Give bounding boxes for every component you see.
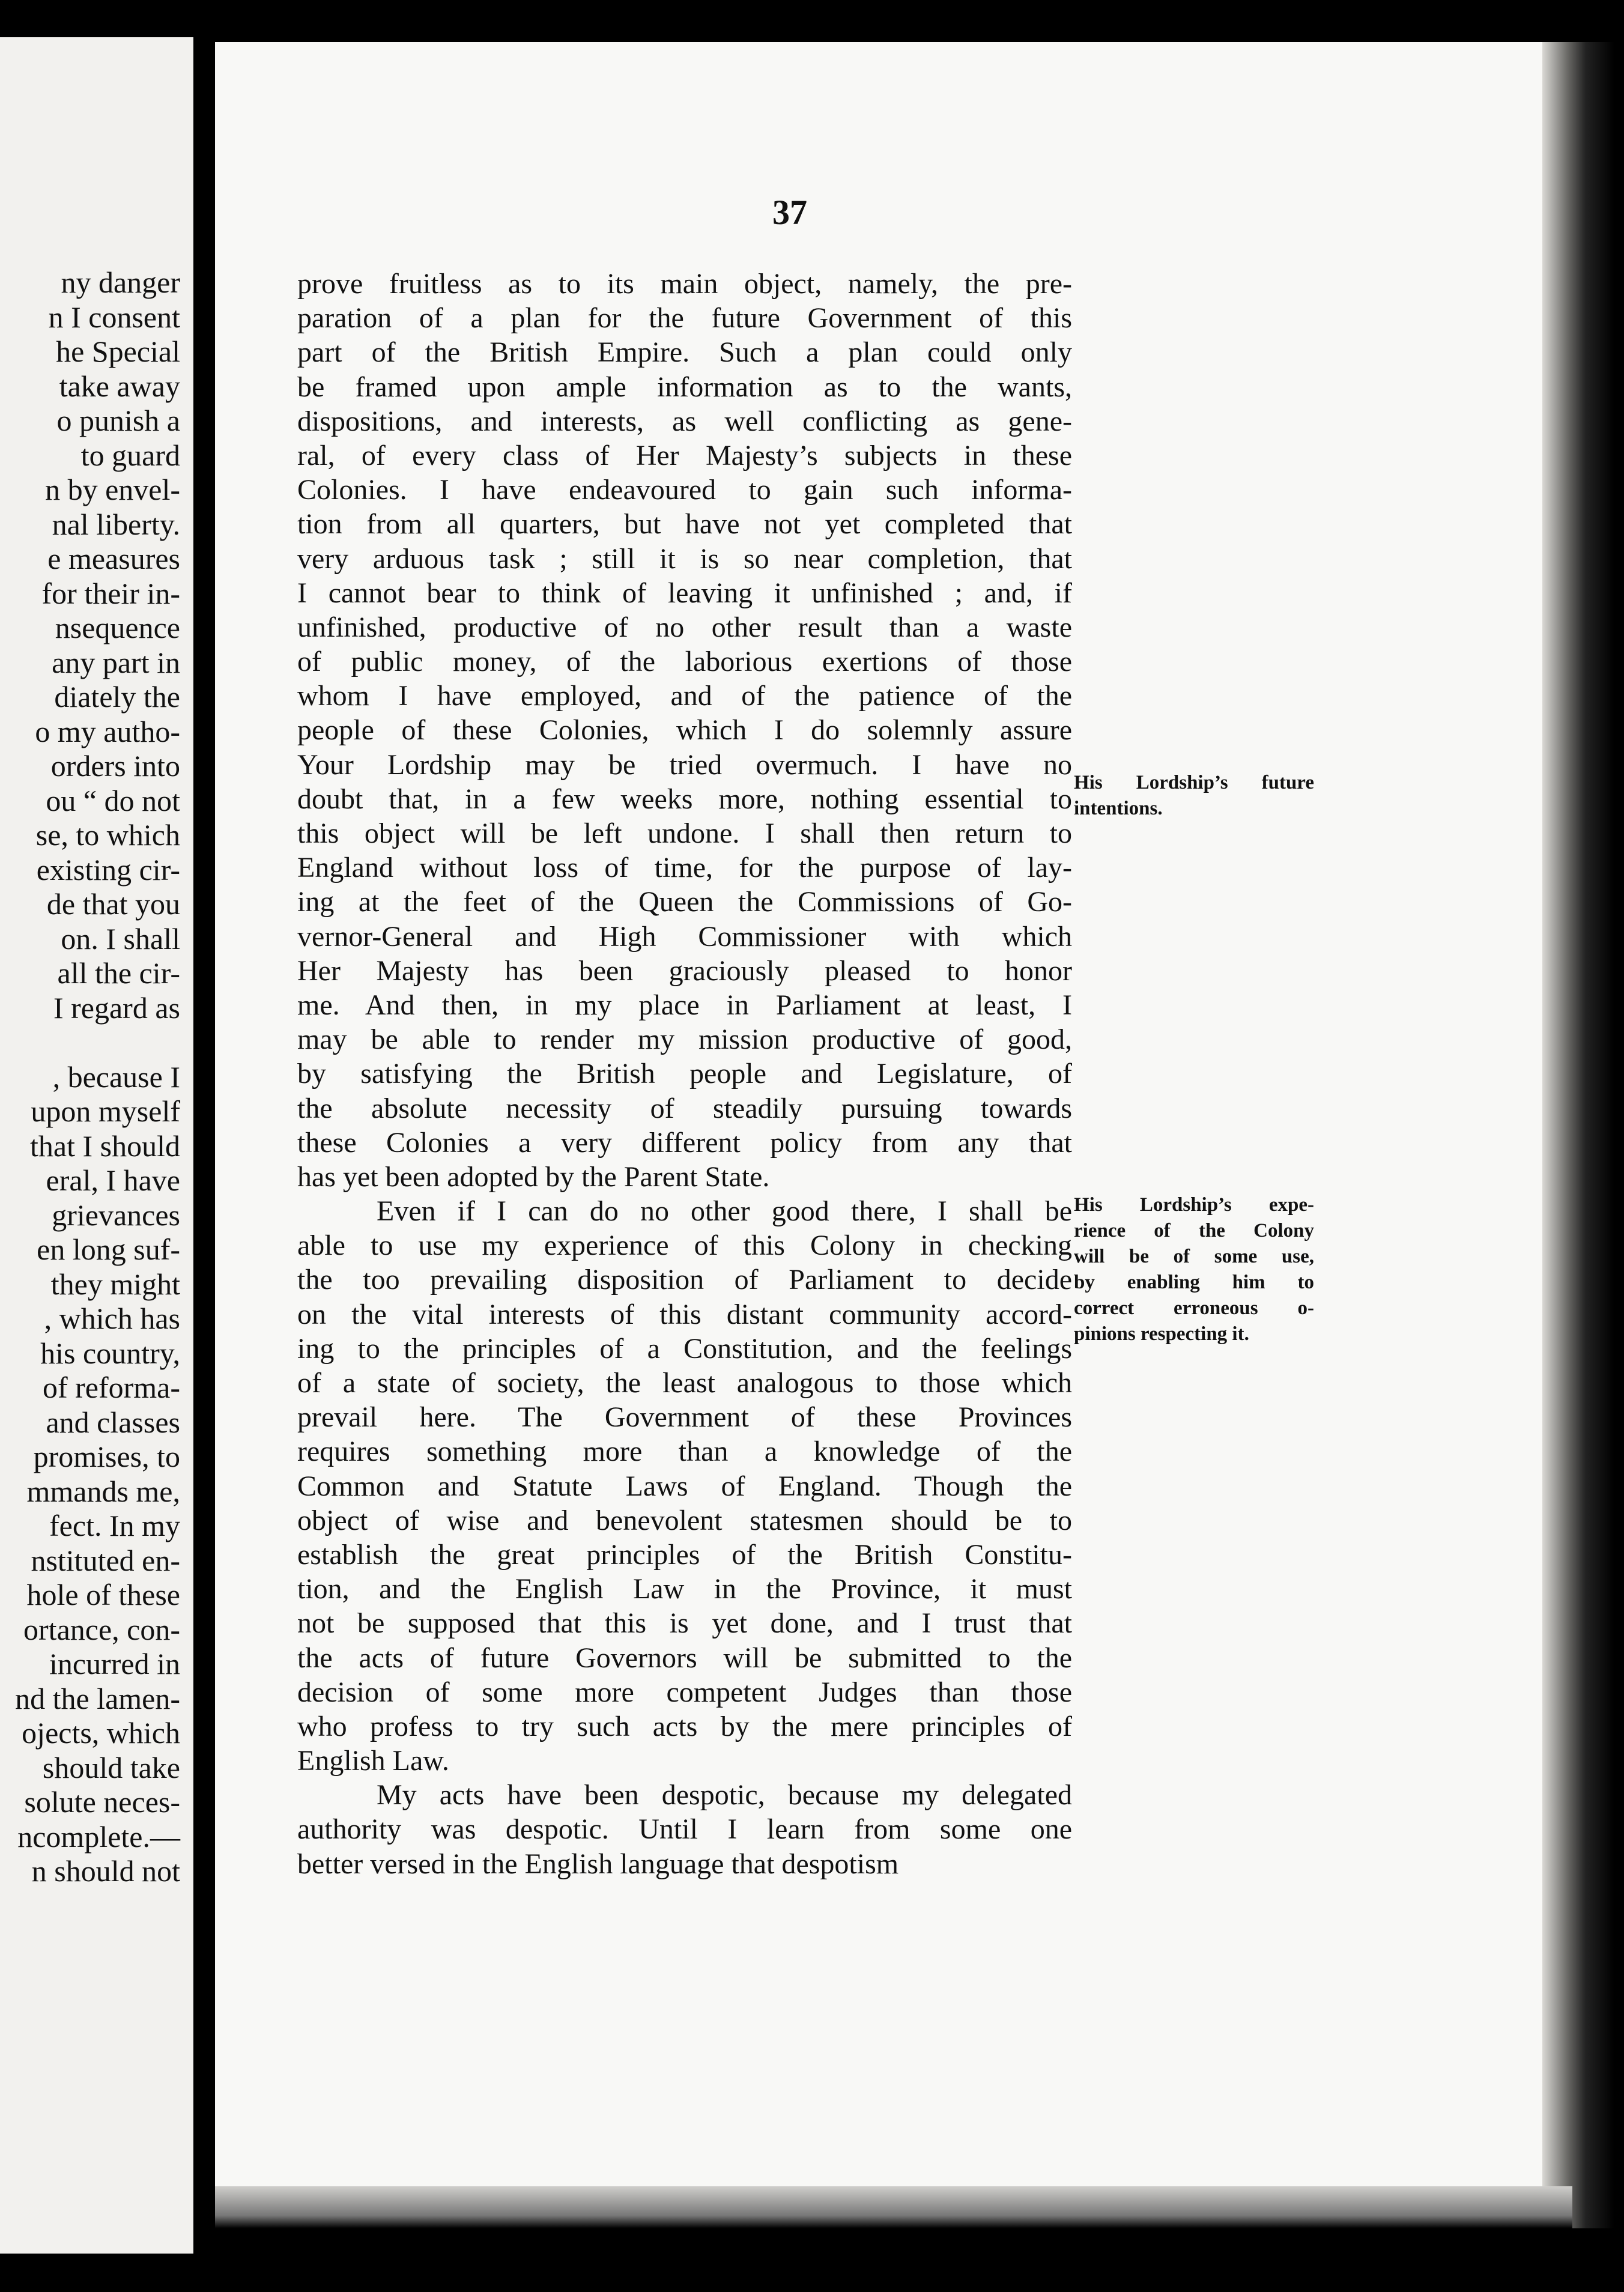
page-bottom-edge	[215, 2186, 1572, 2228]
body-line: better versed in the English language that despotism	[297, 1848, 899, 1880]
facing-page-line: , because I	[52, 1060, 180, 1094]
page-number: 37	[772, 193, 807, 232]
body-line: paration of a plan for the future Government of this	[297, 302, 1072, 335]
body-line: the too prevailing disposition of Parliament to decide	[297, 1264, 1072, 1296]
facing-page-line: ojects, which	[22, 1716, 180, 1750]
facing-page-line: solute neces-	[24, 1785, 180, 1819]
facing-page-line: ny danger	[61, 265, 180, 299]
facing-page-line: , which has	[44, 1302, 180, 1335]
facing-page-line: de that you	[46, 887, 180, 921]
facing-page-line: his country,	[40, 1336, 180, 1370]
body-line: tion from all quarters, but have not yet completed that	[297, 508, 1072, 541]
facing-page-line: e measures	[47, 542, 180, 575]
body-line: Common and Statute Laws of England. Though the	[297, 1470, 1072, 1502]
body-line: unfinished, productive of no other result than a waste	[297, 611, 1072, 643]
body-line: I cannot bear to think of leaving it unfinished ; and, if	[297, 577, 1072, 609]
body-line: object of wise and benevolent statesmen should be to	[297, 1504, 1072, 1536]
body-line: England without loss of time, for the purpose of lay-	[297, 852, 1072, 884]
facing-page-line: ou “ do not	[46, 783, 180, 817]
facing-page-line: on. I shall	[61, 921, 180, 956]
facing-page-line: take away	[59, 369, 180, 403]
body-line: the absolute necessity of steadily pursuing towards	[297, 1092, 1072, 1124]
body-line: tion, and the English Law in the Province, it must	[297, 1573, 1072, 1605]
body-line: ing to the principles of a Constitution, and the feelings	[297, 1332, 1072, 1365]
facing-page-line: of reforma-	[42, 1371, 180, 1404]
facing-page-line: incurred in	[49, 1647, 180, 1681]
facing-page-line: that I should	[30, 1129, 180, 1163]
body-line: these Colonies a very different policy from any that	[297, 1126, 1072, 1159]
body-line: authority was despotic. Until I learn from some one	[297, 1813, 1072, 1846]
body-line: vernor-General and High Commissioner with which	[297, 920, 1072, 953]
margin-note-line: correct erroneous o-	[1074, 1297, 1314, 1319]
facing-page-line: nsequence	[55, 611, 180, 644]
body-line: of public money, of the laborious exertions of those	[297, 646, 1072, 678]
body-line: of a state of society, the least analogous to those which	[297, 1367, 1072, 1399]
body-line: this object will be left undone. I shall then return to	[297, 817, 1072, 849]
facing-page-line: upon myself	[31, 1094, 180, 1128]
facing-page-line: all the cir-	[57, 956, 180, 990]
margin-note-line: intentions.	[1074, 798, 1163, 819]
margin-note-line: His Lordship’s expe-	[1074, 1194, 1314, 1216]
facing-page-line: n by envel-	[45, 473, 180, 506]
facing-page-line: o punish a	[56, 404, 180, 437]
facing-page-line: ortance, con-	[23, 1612, 180, 1646]
facing-page-line: should take	[42, 1750, 180, 1784]
margin-note-line: will be of some use,	[1074, 1246, 1314, 1267]
body-line: decision of some more competent Judges than those	[297, 1676, 1072, 1708]
body-line: Your Lordship may be tried overmuch. I have no	[297, 748, 1072, 781]
facing-page-line: mmands me,	[26, 1474, 180, 1508]
margin-note-line: rience of the Colony	[1074, 1220, 1314, 1242]
body-line: dispositions, and interests, as well conflicting as gene-	[297, 405, 1072, 437]
body-line: English Law.	[297, 1745, 449, 1777]
facing-page-line: ncomplete.—	[17, 1819, 180, 1854]
facing-page-line: hole of these	[26, 1578, 180, 1611]
body-line: Colonies. I have endeavoured to gain such informa-	[297, 474, 1072, 506]
page-edge	[1542, 42, 1614, 2228]
body-line: by satisfying the British people and Legislature, of	[297, 1058, 1072, 1090]
body-line: prove fruitless as to its main object, namely, the pre-	[297, 268, 1072, 300]
margin-note-line: pinions respecting it.	[1074, 1323, 1249, 1345]
facing-page-line: n should not	[31, 1854, 180, 1888]
body-line: My acts have been despotic, because my delegated	[377, 1779, 1072, 1811]
margin-note-line: by enabling him to	[1074, 1272, 1314, 1293]
body-text	[297, 267, 1072, 1881]
body-line: on the vital interests of this distant community accord-	[297, 1298, 1072, 1330]
facing-page-line: orders into	[50, 749, 180, 783]
body-line: ing at the feet of the Queen the Commissions of Go-	[297, 886, 1072, 918]
facing-page-line: existing cir-	[36, 852, 180, 887]
body-line: part of the British Empire. Such a plan could only	[297, 336, 1072, 369]
body-line: be framed upon ample information as to the wants,	[297, 371, 1072, 403]
body-line: people of these Colonies, which I do solemnly assure	[297, 714, 1072, 747]
body-line: Her Majesty has been graciously pleased to honor	[297, 954, 1072, 987]
facing-page-line: I regard as	[53, 990, 180, 1025]
body-line: whom I have employed, and of the patience of the	[297, 680, 1072, 712]
facing-page-line: en long suf-	[37, 1232, 180, 1266]
facing-page-line: se, to which	[35, 818, 180, 852]
body-line: has yet been adopted by the Parent State.	[297, 1160, 770, 1193]
body-line: me. And then, in my place in Parliament at least, I	[297, 989, 1072, 1021]
margin-note-line: His Lordship’s future	[1074, 772, 1314, 793]
body-line: not be supposed that this is yet done, and I trust that	[297, 1607, 1072, 1640]
facing-page-line: they might	[50, 1267, 180, 1301]
facing-page-line: o my autho-	[35, 714, 180, 748]
facing-page-line	[0, 1025, 180, 1060]
facing-page-fragment	[0, 37, 193, 2254]
body-line: Even if I can do no other good there, I shall be	[377, 1195, 1072, 1228]
facing-page-line: eral, I have	[46, 1163, 180, 1197]
facing-page-line: fect. In my	[49, 1509, 180, 1542]
body-line: ral, of every class of Her Majesty’s subjects in these	[297, 439, 1072, 471]
facing-page-line: any part in	[52, 645, 180, 679]
margin-note-future-intentions	[1074, 770, 1314, 822]
margin-note-experience	[1074, 1192, 1314, 1347]
facing-page-line: nstituted en-	[31, 1543, 180, 1577]
body-line: doubt that, in a few weeks more, nothing essential to	[297, 783, 1072, 815]
facing-page-text	[0, 265, 180, 1889]
facing-page-line: nal liberty.	[52, 507, 180, 541]
body-line: the acts of future Governors will be submitted to the	[297, 1642, 1072, 1674]
facing-page-line: promises, to	[33, 1440, 180, 1473]
facing-page-line: nd the lamen-	[15, 1681, 180, 1715]
body-line: prevail here. The Government of these Provinces	[297, 1401, 1072, 1434]
facing-page-line: for their in-	[41, 576, 180, 610]
facing-page-line: to guard	[80, 438, 180, 472]
facing-page-line: grievances	[52, 1198, 180, 1232]
body-line: able to use my experience of this Colony in checking	[297, 1229, 1072, 1262]
facing-page-line: and classes	[46, 1405, 180, 1439]
body-line: very arduous task ; still it is so near completion, that	[297, 542, 1072, 575]
body-line: may be able to render my mission productive of good,	[297, 1023, 1072, 1056]
body-line: who profess to try such acts by the mere principles of	[297, 1710, 1072, 1742]
facing-page-line: n I consent	[48, 300, 180, 334]
body-line: establish the great principles of the British Constitu-	[297, 1538, 1072, 1571]
body-line: requires something more than a knowledge of the	[297, 1436, 1072, 1468]
facing-page-line: he Special	[56, 335, 180, 368]
facing-page-line: diately the	[54, 680, 180, 714]
